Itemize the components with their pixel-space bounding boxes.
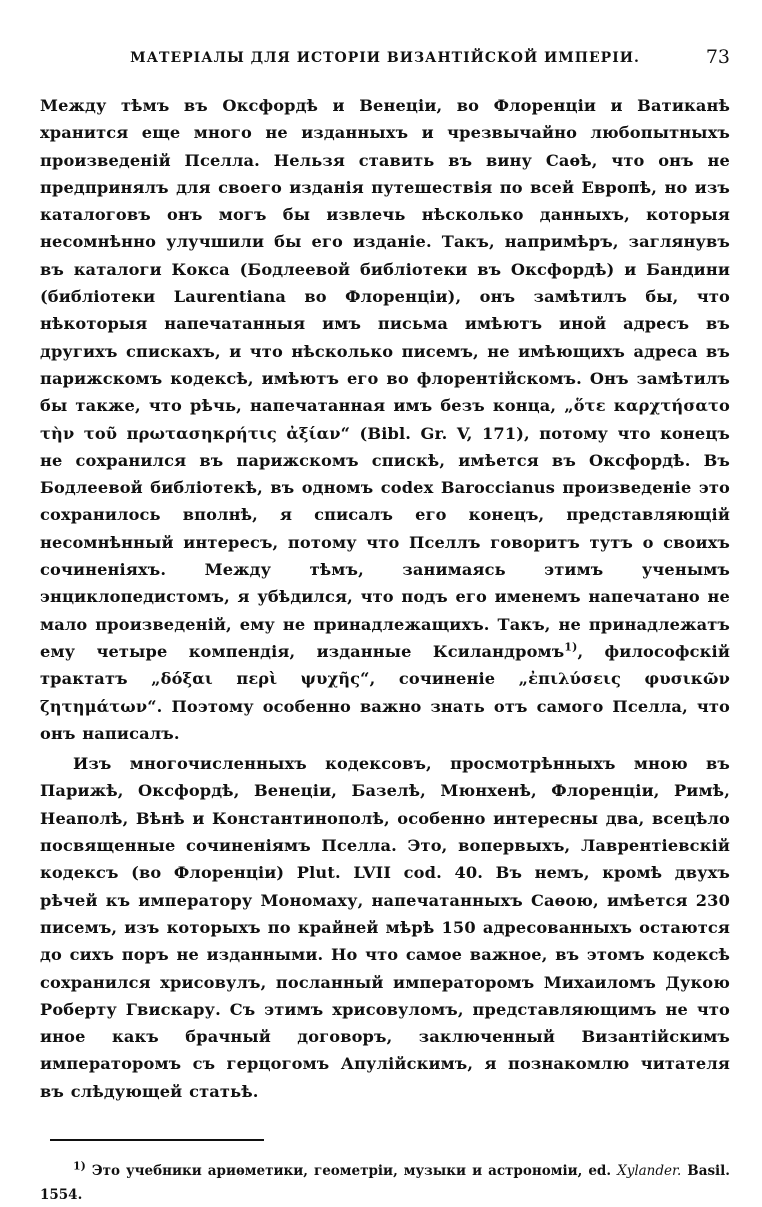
paragraph-1-text-b: , философскій трактатъ „δόξαι περὶ ψυχῆς“, сочиненіе „ἐπιλύσεις φυσικῶν ζητημάτων“. Поэтому особенно важно знать отъ самого Пселла, что онъ написалъ. [40,641,730,743]
paragraph-2: Изъ многочисленныхъ кодексовъ, просмотрѣнныхъ мною въ Парижѣ, Оксфордѣ, Венеціи, Базелѣ, Мюнхенѣ, Флоренціи, Римѣ, Неаполѣ, Вѣнѣ и Константинополѣ, особенно интересны два, всецѣло посвященные сочиненіямъ Пселла. Это, вопервыхъ, Лаврентіевскій кодексъ (во Флоренціи) Plut. LVII cod. 40. Въ немъ, кромѣ двухъ рѣчей къ императору Мономаху, напечатанныхъ Саѳою, имѣется 230 писемъ, изъ которыхъ по крайней мѣрѣ 150 адресованныхъ остаются до сихъ поръ не изданными. Но что самое важное, въ этомъ кодексѣ сохранился хрисовулъ, посланный императоромъ Михаиломъ Дукою Роберту Гвискару. Съ этимъ хрисовуломъ, представляющимъ не что иное какъ брачный договоръ, заключенный Византійскимъ императоромъ съ герцогомъ Апулійскимъ, я познакомлю читателя въ слѣдующей статьѣ. [40,754,730,1101]
footnote-reference: 1) [564,640,578,654]
footnote-editor-name: Xylander. [617,1162,682,1179]
running-title: МАТЕРІАЛЫ ДЛЯ ИСТОРІИ ВИЗАНТІЙСКОЙ ИМПЕРІИ. [130,50,640,66]
paragraph-1 [40,92,730,747]
running-head [40,40,730,74]
body-text [40,92,730,1105]
page-number: 73 [705,46,730,68]
footnote-text-a: Это учебники ариѳметики, геометріи, музыки и астрономіи, ed. [85,1162,618,1179]
footnote-text-b: Basil. 1554. [40,1162,731,1203]
footnote-marker: 1) [73,1159,86,1173]
footnote-divider [50,1139,264,1141]
paragraph-1-text-a: Между тѣмъ въ Оксфордѣ и Венеціи, во Флоренціи и Ватиканѣ хранится еще много не изданныхъ и чрезвычайно любопытныхъ произведеній Пселла. Нельзя ставить въ вину Саѳѣ, что онъ не предпринялъ для своего изданія путешествія по всей Европѣ, но изъ каталоговъ онъ могъ бы извлечь нѣсколько данныхъ, которыя несомнѣнно улучшили бы его изданіе. Такъ, напримѣръ, заглянувъ въ каталоги Кокса (Бодлеевой библіотеки въ Оксфордѣ) и Бандини (библіотеки Laurentiana во Флоренціи), онъ замѣтилъ бы, что нѣкоторыя напечатанныя имъ письма имѣютъ иной адресъ въ другихъ спискахъ, и что нѣсколько писемъ, не имѣющихъ адреса въ парижскомъ кодексѣ, имѣютъ его во флорентійскомъ. Онъ замѣтилъ бы также, что рѣчь, напечатанная имъ безъ конца, „ὅτε καρχτήσατο τὴν τοῦ πρωτασηκρήτις ἀξίαν“ (Bibl. Gr. V, 171), потому что конецъ не сохранился въ парижскомъ спискѣ, имѣется въ Оксфордѣ. Въ Бодлеевой библіотекѣ, въ одномъ codex Baroccianus произведеніе это сохранилось вполнѣ, я списалъ его конецъ, представляющій несомнѣнный интересъ, потому что Пселлъ говоритъ тутъ о своихъ сочиненіяхъ. Между тѣмъ, занимаясь этимъ ученымъ энциклопедистомъ, я убѣдился, что подъ его именемъ напечатано не мало произведеній, ему не принадлежащихъ. Такъ, не принадлежатъ ему четыре компендія, изданные Ксиландромъ [40,96,730,661]
book-page [40,40,730,1207]
